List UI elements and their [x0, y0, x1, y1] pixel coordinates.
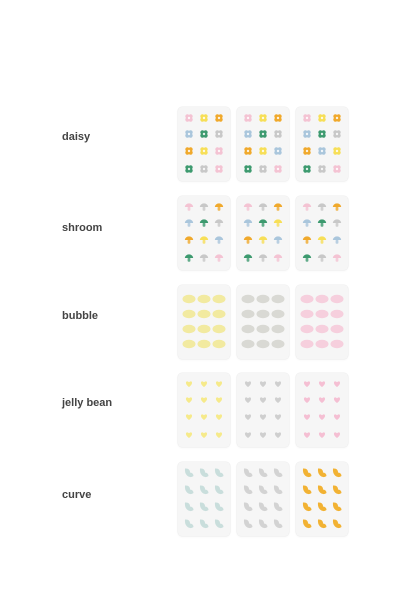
sheet-artwork [178, 285, 230, 359]
heart-patch-icon [201, 381, 207, 387]
flower-patch-icon [274, 165, 281, 172]
mushroom-patch-icon [200, 254, 208, 261]
sticker-sheet-jelly-bean-pink[interactable] [296, 373, 348, 447]
sticker-sheet-bubble-gray[interactable] [237, 285, 289, 359]
heart-patch-icon [319, 397, 325, 403]
sheet-artwork [178, 373, 230, 447]
oval-patch-icon [257, 325, 270, 333]
heart-patch-icon [334, 414, 340, 420]
flower-patch-icon [215, 165, 222, 172]
oval-patch-icon [257, 310, 270, 318]
curve-patch-icon [303, 519, 312, 528]
category-label-bubble: bubble [62, 310, 99, 322]
mushroom-patch-icon [274, 219, 282, 226]
sheet-artwork [296, 373, 348, 447]
heart-patch-icon [334, 397, 340, 403]
flower-patch-icon [318, 147, 325, 154]
oval-patch-icon [198, 325, 211, 333]
flower-patch-icon [215, 114, 222, 121]
flower-patch-icon [200, 130, 207, 137]
mushroom-patch-icon [318, 236, 326, 243]
sheet-artwork [178, 462, 230, 536]
flower-patch-icon [259, 147, 266, 154]
flower-patch-icon [333, 114, 340, 121]
heart-patch-icon [186, 381, 192, 387]
oval-patch-icon [272, 295, 285, 303]
mushroom-patch-icon [215, 236, 223, 243]
oval-patch-icon [301, 340, 314, 348]
flower-patch-icon [259, 114, 266, 121]
mushroom-patch-icon [318, 203, 326, 210]
heart-patch-icon [319, 414, 325, 420]
curve-patch-icon [274, 519, 283, 528]
flower-patch-icon [244, 114, 251, 121]
oval-patch-icon [183, 340, 196, 348]
sheet-artwork [296, 285, 348, 359]
sticker-sheet-daisy-multicolor[interactable] [237, 107, 289, 181]
curve-patch-icon [259, 502, 268, 511]
curve-patch-icon [303, 468, 312, 477]
curve-patch-icon [244, 485, 253, 494]
mushroom-patch-icon [318, 254, 326, 261]
flower-patch-icon [274, 130, 281, 137]
heart-patch-icon [304, 381, 310, 387]
mushroom-patch-icon [215, 254, 223, 261]
curve-patch-icon [259, 519, 268, 528]
heart-patch-icon [260, 432, 266, 438]
sticker-sheet-shroom-multicolor[interactable] [237, 196, 289, 270]
heart-patch-icon [304, 414, 310, 420]
oval-patch-icon [257, 295, 270, 303]
curve-patch-icon [333, 468, 342, 477]
oval-patch-icon [331, 325, 344, 333]
flower-patch-icon [200, 165, 207, 172]
sheet-artwork [237, 285, 289, 359]
curve-patch-icon [185, 519, 194, 528]
mushroom-patch-icon [185, 203, 193, 210]
sticker-sheet-jelly-bean-gray[interactable] [237, 373, 289, 447]
oval-patch-icon [213, 325, 226, 333]
curve-patch-icon [200, 502, 209, 511]
flower-patch-icon [318, 114, 325, 121]
oval-patch-icon [272, 325, 285, 333]
flower-patch-icon [333, 165, 340, 172]
sticker-sheet-shroom-multicolor[interactable] [178, 196, 230, 270]
mushroom-patch-icon [185, 236, 193, 243]
curve-patch-icon [259, 485, 268, 494]
sticker-sheet-curve-orange[interactable] [296, 462, 348, 536]
oval-patch-icon [242, 295, 255, 303]
oval-patch-icon [213, 340, 226, 348]
curve-patch-icon [333, 502, 342, 511]
curve-patch-icon [200, 468, 209, 477]
oval-patch-icon [331, 340, 344, 348]
mushroom-patch-icon [244, 236, 252, 243]
heart-patch-icon [245, 432, 251, 438]
curve-patch-icon [215, 502, 224, 511]
heart-patch-icon [275, 432, 281, 438]
oval-patch-icon [272, 340, 285, 348]
heart-patch-icon [216, 381, 222, 387]
flower-patch-icon [185, 114, 192, 121]
heart-patch-icon [275, 381, 281, 387]
sheet-artwork [237, 107, 289, 181]
curve-patch-icon [200, 485, 209, 494]
mushroom-patch-icon [303, 219, 311, 226]
oval-patch-icon [301, 325, 314, 333]
heart-patch-icon [275, 414, 281, 420]
oval-patch-icon [213, 310, 226, 318]
curve-patch-icon [244, 468, 253, 477]
oval-patch-icon [198, 340, 211, 348]
flower-patch-icon [200, 114, 207, 121]
sticker-sheet-curve-gray[interactable] [237, 462, 289, 536]
mushroom-patch-icon [274, 203, 282, 210]
heart-patch-icon [334, 381, 340, 387]
mushroom-patch-icon [274, 236, 282, 243]
curve-patch-icon [333, 485, 342, 494]
mushroom-patch-icon [333, 203, 341, 210]
curve-patch-icon [318, 502, 327, 511]
heart-patch-icon [260, 414, 266, 420]
mushroom-patch-icon [259, 236, 267, 243]
sheet-artwork [237, 196, 289, 270]
oval-patch-icon [331, 310, 344, 318]
flower-patch-icon [303, 165, 310, 172]
sheet-artwork [178, 196, 230, 270]
curve-patch-icon [185, 485, 194, 494]
sheet-artwork [296, 107, 348, 181]
curve-patch-icon [303, 485, 312, 494]
heart-patch-icon [216, 432, 222, 438]
curve-patch-icon [215, 485, 224, 494]
mushroom-patch-icon [244, 254, 252, 261]
sticker-sheet-shroom-multicolor[interactable] [296, 196, 348, 270]
mushroom-patch-icon [333, 236, 341, 243]
heart-patch-icon [275, 397, 281, 403]
flower-patch-icon [215, 130, 222, 137]
oval-patch-icon [257, 340, 270, 348]
mushroom-patch-icon [259, 219, 267, 226]
mushroom-patch-icon [215, 219, 223, 226]
oval-patch-icon [242, 310, 255, 318]
flower-patch-icon [185, 165, 192, 172]
curve-patch-icon [200, 519, 209, 528]
oval-patch-icon [272, 310, 285, 318]
heart-patch-icon [319, 432, 325, 438]
curve-patch-icon [215, 468, 224, 477]
mushroom-patch-icon [274, 254, 282, 261]
heart-patch-icon [304, 397, 310, 403]
mushroom-patch-icon [333, 254, 341, 261]
flower-patch-icon [244, 165, 251, 172]
curve-patch-icon [333, 519, 342, 528]
mushroom-patch-icon [318, 219, 326, 226]
mushroom-patch-icon [200, 219, 208, 226]
curve-patch-icon [259, 468, 268, 477]
oval-patch-icon [316, 295, 329, 303]
oval-patch-icon [242, 325, 255, 333]
mushroom-patch-icon [303, 254, 311, 261]
flower-patch-icon [215, 147, 222, 154]
curve-patch-icon [244, 519, 253, 528]
sticker-sheet-bubble-pink[interactable] [296, 285, 348, 359]
flower-patch-icon [259, 130, 266, 137]
oval-patch-icon [316, 325, 329, 333]
mushroom-patch-icon [244, 203, 252, 210]
category-label-daisy: daisy [62, 131, 91, 143]
oval-patch-icon [198, 310, 211, 318]
curve-patch-icon [185, 502, 194, 511]
category-label-shroom: shroom [62, 222, 103, 234]
oval-patch-icon [183, 325, 196, 333]
oval-patch-icon [331, 295, 344, 303]
flower-patch-icon [303, 130, 310, 137]
mushroom-patch-icon [259, 203, 267, 210]
flower-patch-icon [333, 130, 340, 137]
oval-patch-icon [183, 295, 196, 303]
curve-patch-icon [318, 468, 327, 477]
heart-patch-icon [260, 397, 266, 403]
mushroom-patch-icon [303, 203, 311, 210]
heart-patch-icon [319, 381, 325, 387]
curve-patch-icon [318, 485, 327, 494]
sticker-sheet-curve-mint[interactable] [178, 462, 230, 536]
mushroom-patch-icon [185, 219, 193, 226]
heart-patch-icon [334, 432, 340, 438]
mushroom-patch-icon [333, 219, 341, 226]
heart-patch-icon [201, 414, 207, 420]
flower-patch-icon [244, 147, 251, 154]
heart-patch-icon [216, 397, 222, 403]
flower-patch-icon [303, 114, 310, 121]
flower-patch-icon [274, 114, 281, 121]
curve-patch-icon [274, 485, 283, 494]
oval-patch-icon [301, 310, 314, 318]
flower-patch-icon [244, 130, 251, 137]
mushroom-patch-icon [215, 203, 223, 210]
oval-patch-icon [316, 310, 329, 318]
mushroom-patch-icon [185, 254, 193, 261]
category-label-curve: curve [62, 489, 92, 501]
flower-patch-icon [318, 165, 325, 172]
mushroom-patch-icon [259, 254, 267, 261]
flower-patch-icon [274, 147, 281, 154]
curve-patch-icon [303, 502, 312, 511]
oval-patch-icon [301, 295, 314, 303]
mushroom-patch-icon [244, 219, 252, 226]
sticker-sheet-daisy-multicolor[interactable] [296, 107, 348, 181]
sheet-artwork [296, 196, 348, 270]
heart-patch-icon [216, 414, 222, 420]
category-label-jelly-bean: jelly bean [62, 397, 113, 409]
curve-patch-icon [185, 468, 194, 477]
sheet-artwork [178, 107, 230, 181]
mushroom-patch-icon [200, 236, 208, 243]
heart-patch-icon [260, 381, 266, 387]
heart-patch-icon [245, 381, 251, 387]
mushroom-patch-icon [200, 203, 208, 210]
flower-patch-icon [318, 130, 325, 137]
heart-patch-icon [201, 432, 207, 438]
oval-patch-icon [198, 295, 211, 303]
heart-patch-icon [201, 397, 207, 403]
oval-patch-icon [213, 295, 226, 303]
curve-patch-icon [244, 502, 253, 511]
oval-patch-icon [183, 310, 196, 318]
heart-patch-icon [186, 432, 192, 438]
heart-patch-icon [304, 432, 310, 438]
curve-patch-icon [274, 468, 283, 477]
flower-patch-icon [185, 147, 192, 154]
sheet-artwork [237, 373, 289, 447]
flower-patch-icon [259, 165, 266, 172]
heart-patch-icon [245, 397, 251, 403]
heart-patch-icon [186, 414, 192, 420]
heart-patch-icon [245, 414, 251, 420]
flower-patch-icon [200, 147, 207, 154]
curve-patch-icon [215, 519, 224, 528]
flower-patch-icon [185, 130, 192, 137]
mushroom-patch-icon [303, 236, 311, 243]
oval-patch-icon [316, 340, 329, 348]
heart-patch-icon [186, 397, 192, 403]
sticker-sheet-bubble-yellow[interactable] [178, 285, 230, 359]
oval-patch-icon [242, 340, 255, 348]
curve-patch-icon [318, 519, 327, 528]
flower-patch-icon [303, 147, 310, 154]
curve-patch-icon [274, 502, 283, 511]
flower-patch-icon [333, 147, 340, 154]
sticker-sheet-jelly-bean-yellow[interactable] [178, 373, 230, 447]
sheet-artwork [296, 462, 348, 536]
sticker-sheet-daisy-multicolor[interactable] [178, 107, 230, 181]
sheet-artwork [237, 462, 289, 536]
